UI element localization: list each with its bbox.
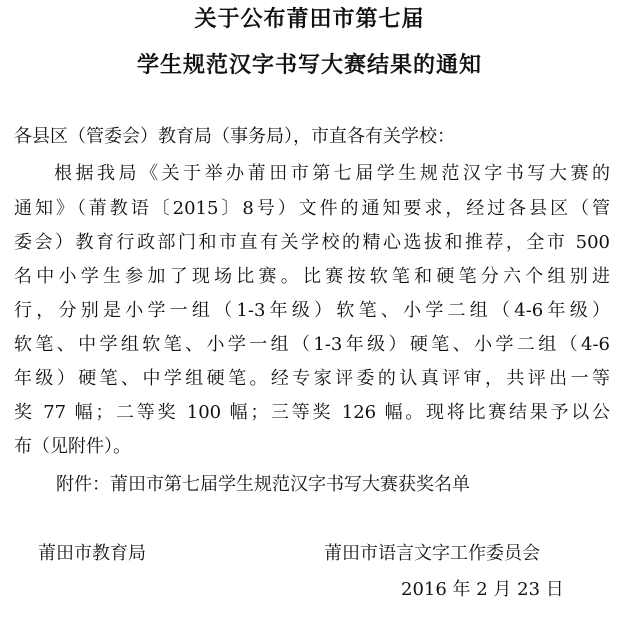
- salutation: 各县区（管委会）教育局（事务局），市直各有关学校：: [14, 126, 455, 147]
- body-line-7: 年级）硬笔、中学组硬笔。经专家评委的认真评审，共评出一等: [14, 368, 610, 389]
- body-line-1: 根据我局《关于举办莆田市第七届学生规范汉字书写大赛的: [54, 163, 610, 184]
- body-line-9: 布（见附件）。: [14, 436, 131, 457]
- signature-language-committee: 莆田市语言文字工作委员会: [324, 543, 540, 564]
- body-line-2: 通知》（莆教语〔2015〕8号）文件的通知要求，经过各县区（管: [14, 198, 610, 219]
- attachment-note: 附件：莆田市第七届学生规范汉字书写大赛获奖名单: [56, 474, 470, 495]
- body-line-5: 行，分别是小学一组（1-3年级）软笔、小学二组（4-6年级）: [14, 300, 610, 321]
- body-line-8: 奖 77 幅；二等奖 100 幅；三等奖 126 幅。现将比赛结果予以公: [14, 402, 610, 423]
- document-title-line-2: 学生规范汉字书写大赛结果的通知: [136, 53, 482, 78]
- document-title-line-1: 关于公布莆田市第七届: [194, 7, 425, 32]
- signature-date: 2016 年 2 月 23 日: [401, 579, 564, 600]
- body-line-4: 名中小学生参加了现场比赛。比赛按软笔和硬笔分六个组别进: [14, 266, 610, 287]
- signature-education-bureau: 莆田市教育局: [38, 543, 146, 564]
- body-line-6: 软笔、中学组软笔、小学一组（1-3年级）硬笔、小学二组（4-6: [14, 334, 610, 355]
- body-line-3: 委会）教育行政部门和市直有关学校的精心选拔和推荐，全市 500: [14, 232, 610, 253]
